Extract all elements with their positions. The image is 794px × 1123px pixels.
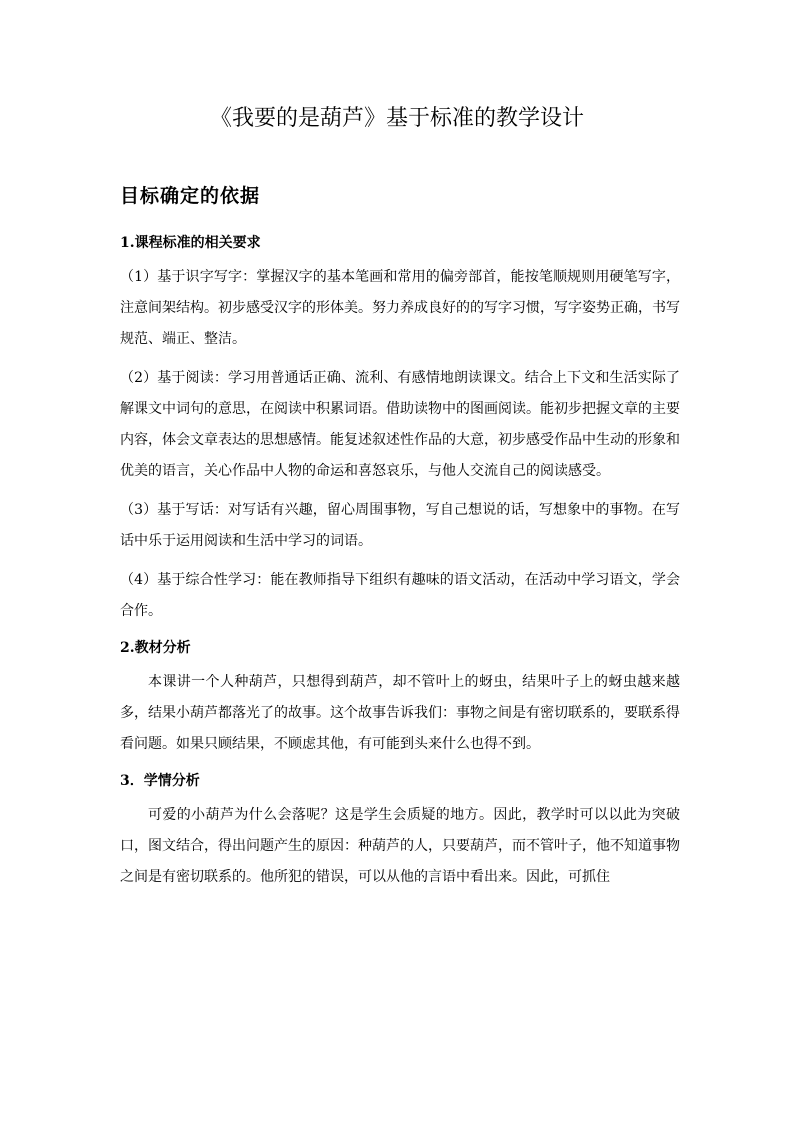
paragraph-comprehensive: （4）基于综合性学习：能在教师指导下组织有趣味的语文活动，在活动中学习语文，学会合作。 [120,572,680,619]
paragraph-writing: （3）基于写话：对写话有兴趣，留心周围事物，写自己想说的话，写想象中的事物。在写话中乐于运用阅读和生活中学习的词语。 [120,502,680,549]
section-textbook-analysis [120,635,680,760]
section-curriculum-standards [120,230,680,627]
section-student-analysis [120,768,680,893]
paragraph-reading: （2）基于阅读：学习用普通话正确、流利、有感情地朗读课文。结合上下文和生活实际了解课文中词句的意思，在阅读中积累词语。借助读物中的图画阅读。能初步把握文章的主要内容，体会文章表达的思想感情。能复述叙述性作品的大意，初步感受作品中生动的形象和优美的语言，关心作品中人物的命运和喜怒哀乐，与他人交流自己的阅读感受。 [120,370,680,479]
document-body [120,230,680,901]
paragraph-literacy: （1）基于识字写字：掌握汉字的基本笔画和常用的偏旁部首，能按笔顺规则用硬笔写字，注意间架结构。初步感受汉字的形体美。努力养成良好的的写字习惯，写字姿势正确，书写规范、端正、整洁。 [120,269,680,347]
document-title: 《我要的是葫芦》基于标准的教学设计 [209,106,584,131]
subsection-heading-2: 2.教材分析 [120,640,191,656]
subsection-heading-1: 1.课程标准的相关要求 [120,235,261,251]
section-heading: 目标确定的依据 [120,185,261,207]
paragraph-textbook-analysis: 本课讲一个人种葫芦，只想得到葫芦，却不管叶上的蚜虫，结果叶子上的蚜虫越来越多，结果小葫芦都落光了的故事。这个故事告诉我们：事物之间是有密切联系的，要联系得看问题。如果只顾结果，不顾虑其他，有可能到头来什么也得不到。 [120,674,680,752]
subsection-heading-3: 3．学情分析 [120,773,200,789]
paragraph-student-analysis: 可爱的小葫芦为什么会落呢？这是学生会质疑的地方。因此，教学时可以以此为突破口，图文结合，得出问题产生的原因：种葫芦的人，只要葫芦，而不管叶子，他不知道事物之间是有密切联系的。他所犯的错误，可以从他的言语中看出来。因此，可抓住 [120,807,680,885]
